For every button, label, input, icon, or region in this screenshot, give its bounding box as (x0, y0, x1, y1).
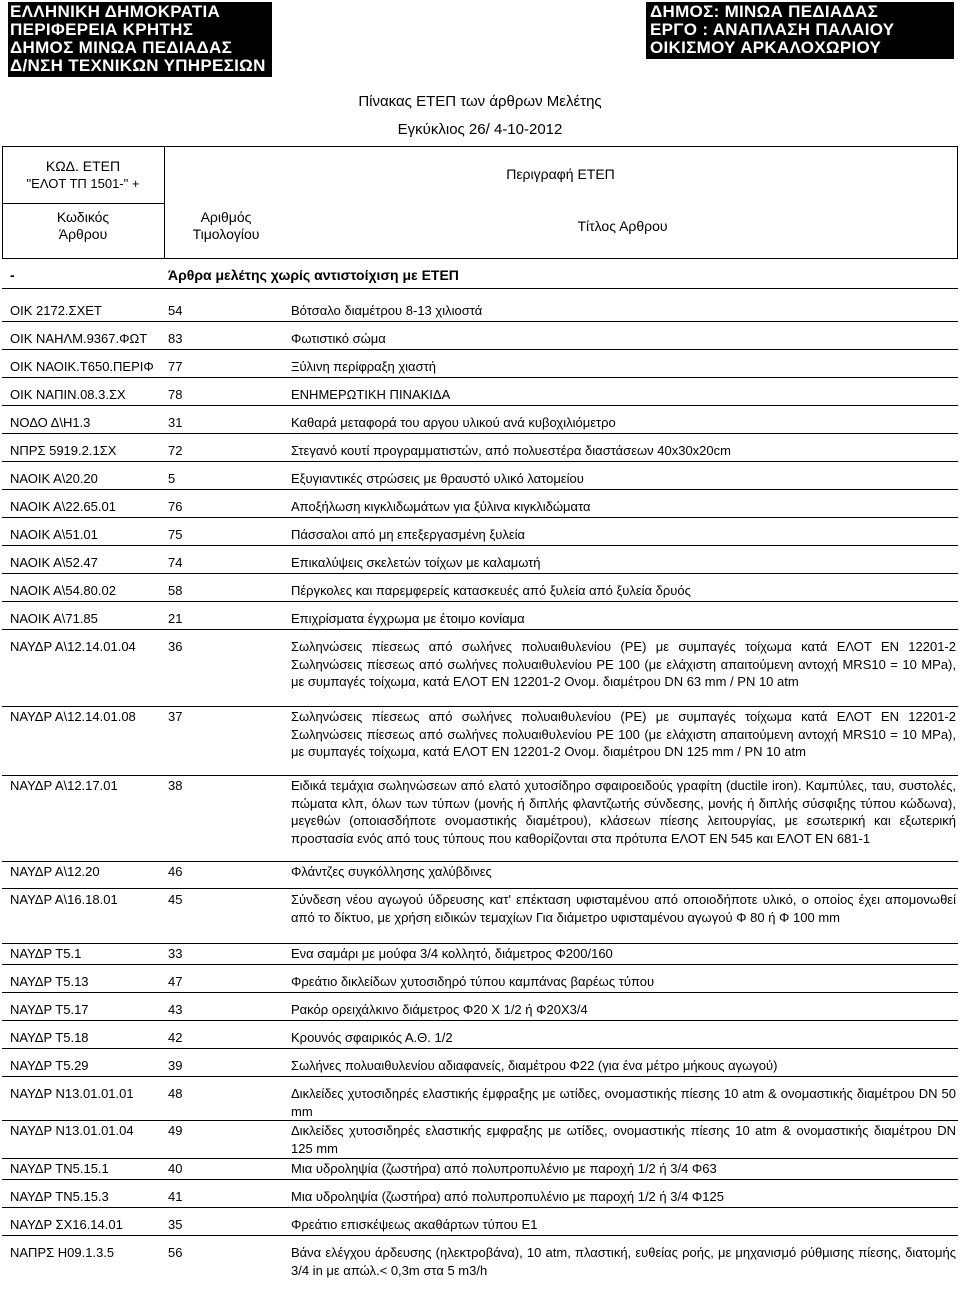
row-rule (2, 1120, 958, 1121)
article-title: Βάνα ελέγχου άρδευσης (ηλεκτροβάνα), 10 atm, πλαστική, ευθείας ροής, με μηχανισμό ρύθμισης πίεσης, διατομής 3/4 in με απώλ.< 0,3m στα 5 m3/h (291, 1245, 956, 1278)
article-code-heading-line: Κωδικός (56, 209, 110, 225)
article-code: ΝΠΡΣ 5919.2.1ΣΧ (10, 443, 117, 458)
article-title: ΕΝΗΜΕΡΩΤΙΚΗ ΠΙΝΑΚΙΔΑ (291, 387, 451, 402)
article-code-heading (2, 209, 164, 243)
row-rule (2, 321, 958, 322)
article-code: ΝΑΥΔΡ ΤΝ5.15.3 (10, 1189, 109, 1204)
article-title: Στεγανό κουτί προγραμματιστών, από πολυεστέρα διαστάσεων 40x30x20cm (291, 443, 731, 458)
article-title: Φρεάτιο επισκέψεως ακαθάρτων τύπου Ε1 (291, 1217, 538, 1232)
row-rule (2, 601, 958, 602)
price-number-heading-line: Τιμολογίου (192, 226, 260, 242)
article-title: Βότσαλο διαμέτρου 8-13 χιλιοστά (291, 303, 483, 318)
article-code: ΟΙΚ ΝΑΠΙΝ.08.3.ΣΧ (10, 387, 126, 402)
price-number: 56 (168, 1245, 183, 1260)
row-rule (2, 349, 958, 350)
article-code: ΝΑΟΙΚ Α\51.01 (10, 527, 98, 542)
price-number: 5 (168, 471, 176, 486)
price-number: 42 (168, 1030, 183, 1045)
article-code: ΝΑΟΙΚ Α\71.85 (10, 611, 98, 626)
issuer-line: Δ/ΝΣΗ ΤΕΧΝΙΚΩΝ ΥΠΗΡΕΣΙΩΝ (10, 56, 266, 75)
article-title: Ρακόρ ορειχάλκινο διάμετρος Φ20 Χ 1/2 ή Φ20Χ3/4 (291, 1002, 588, 1017)
article-code: ΟΙΚ ΝΑΗΛΜ.9367.ΦΩΤ (10, 331, 148, 346)
price-number: 72 (168, 443, 183, 458)
row-rule (2, 461, 958, 462)
row-rule (2, 1158, 958, 1159)
price-number: 33 (168, 946, 183, 961)
price-number: 49 (168, 1123, 183, 1138)
row-rule (2, 1048, 958, 1049)
article-title: Σωληνώσεις πίεσεως από σωλήνες πολυαιθυλενίου (PE) με συμπαγές τοίχωμα κατά ΕΛΟΤ ΕΝ 12201-2 Σωληνώσεις πίεσεως από σωλήνες πολυαιθυλενίου PE 100 (με ελάχιστη απαιτούμενη αντοχή MRS10 = 10 MPa), με συμπαγές τοίχωμα, κατά ΕΛΟΤ ΕΝ 12201-2 Ονομ. διαμέτρου DN 63 mm / PN 10 atm (291, 639, 956, 689)
article-title: Σωλήνες πολυαιθυλενίου αδιαφανείς, διαμέτρου Φ22 (για ένα μέτρο μήκους αγωγού) (291, 1058, 778, 1073)
article-title: Μια υδροληψία (ζωστήρα) από πολυπροπυλένιο με παροχή 1/2 ή 3/4 Φ63 (291, 1161, 717, 1176)
row-rule (2, 1207, 958, 1208)
article-title: Μια υδροληψία (ζωστήρα) από πολυπροπυλένιο με παροχή 1/2 ή 3/4 Φ125 (291, 1189, 724, 1204)
price-number: 83 (168, 331, 183, 346)
document-subtitle: Εγκύκλιος 26/ 4-10-2012 (397, 121, 563, 138)
header-rule-mid (2, 203, 164, 204)
article-code: ΝΑΥΔΡ Α\12.20 (10, 864, 100, 879)
section-code: - (10, 267, 15, 283)
row-rule (2, 377, 958, 378)
project-line: ΕΡΓΟ : ΑΝΑΠΛΑΣΗ ΠΑΛΑΙΟΥ (650, 20, 895, 39)
price-number: 77 (168, 359, 183, 374)
article-title: Σύνδεση νέου αγωγού ύδρευσης κατ' επέκταση υφισταμένου από οποιοδήποτε υλικό, ο οποίος έχει απομονωθεί από το δίκτυο, με χρήση ειδικών τεμαχίων Για διάμετρο υφισταμένου αγωγού Φ 80 ή Φ 100 mm (291, 892, 956, 925)
article-code: ΝΑΟΙΚ Α\54.80.02 (10, 583, 116, 598)
row-rule (2, 706, 958, 707)
article-title: Σωληνώσεις πίεσεως από σωλήνες πολυαιθυλενίου (PE) με συμπαγές τοίχωμα κατά ΕΛΟΤ ΕΝ 12201-2 Σωληνώσεις πίεσεως από σωλήνες πολυαιθυλενίου PE 100 (με ελάχιστη απαιτούμενη αντοχή MRS10 = 10 MPa), με συμπαγές τοίχωμα, κατά ΕΛΟΤ ΕΝ 12201-2 Ονομ. διαμέτρου DN 125 mm / PN 10 atm (291, 709, 956, 759)
price-number: 46 (168, 864, 183, 879)
price-number: 78 (168, 387, 183, 402)
project-line: ΔΗΜΟΣ: ΜΙΝΩΑ ΠΕΔΙΑΔΑΣ (650, 2, 879, 21)
row-rule (2, 405, 958, 406)
price-number: 36 (168, 639, 183, 654)
project-line: ΟΙΚΙΣΜΟΥ ΑΡΚΑΛΟΧΩΡΙΟΥ (650, 38, 882, 57)
article-code: ΝΑΥΔΡ Τ5.18 (10, 1030, 89, 1045)
etep-code-heading-line: "ΕΛΟΤ ΤΠ 1501-" + (26, 176, 140, 191)
row-rule (2, 1020, 958, 1021)
article-code: ΝΑΥΔΡ Τ5.29 (10, 1058, 89, 1073)
price-number: 74 (168, 555, 183, 570)
article-code: ΝΑΟΙΚ Α\52.47 (10, 555, 98, 570)
article-title: Ενα σαμάρι με μούφα 3/4 κολλητό, διάμετρος Φ200/160 (291, 946, 613, 961)
row-rule (2, 1179, 958, 1180)
article-code: ΝΑΥΔΡ ΣΧ16.14.01 (10, 1217, 123, 1232)
price-number: 37 (168, 709, 183, 724)
row-rule (2, 992, 958, 993)
row-rule (2, 573, 958, 574)
price-number: 48 (168, 1086, 183, 1101)
article-code: ΝΟΔΟ Δ\Η1.3 (10, 415, 91, 430)
article-code: ΝΑΥΔΡ Α\12.14.01.04 (10, 639, 136, 654)
article-title: Πάσσαλοι από μη επεξεργασμένη ξυλεία (291, 527, 526, 542)
article-code: ΝΑΥΔΡ Α\12.14.01.08 (10, 709, 136, 724)
price-number: 45 (168, 892, 183, 907)
article-code: ΝΑΥΔΡ Τ5.1 (10, 946, 82, 961)
article-title: Ειδικά τεμάχια σωληνώσεων από ελατό χυτοσίδηρο σφαιροειδούς γραφίτη (ductile iron). Καμπύλες, ταυ, συστολές, πώματα κλπ, όλων των τύπων (μονής ή διπλής φλαντζωτής σύνδεσης, μονής ή διπλής σύσφιξης τύπου κώδωνα), μεγεθών (οποιασδήποτε ονομαστικής διαμέτρου), κλάσεων πίεσης λειτουργίας, με εσωτερική και εξωτερική προστασία ενός από τους τύπους που καθορίζονται στα πρότυπα ΕΛΟΤ ΕΝ 545 και ΕΛΟΤ ΕΝ 681-1 (291, 778, 956, 846)
project-header (646, 2, 954, 59)
etep-code-heading (2, 158, 164, 192)
row-rule (2, 861, 958, 862)
article-title: Επιχρίσματα έγχρωμα με έτοιμο κονίαμα (291, 611, 525, 626)
price-number: 47 (168, 974, 183, 989)
price-number: 76 (168, 499, 183, 514)
row-rule (2, 943, 958, 944)
section-label: Άρθρα μελέτης χωρίς αντιστοίχιση με ΕΤΕΠ (168, 267, 459, 283)
row-rule (2, 775, 958, 776)
price-number: 75 (168, 527, 183, 542)
price-number: 31 (168, 415, 183, 430)
header-rule-top (2, 146, 958, 147)
etep-description-heading: Περιγραφή ΕΤΕΠ (506, 166, 615, 182)
article-title: Επικαλύψεις σκελετών τοίχων με καλαμωτή (291, 555, 541, 570)
price-number: 21 (168, 611, 183, 626)
article-title-heading: Τίτλος Αρθρου (577, 218, 668, 234)
issuer-header (8, 2, 272, 77)
article-code: ΝΑΠΡΣ Η09.1.3.5 (10, 1245, 115, 1260)
row-rule (2, 489, 958, 490)
price-number: 35 (168, 1217, 183, 1232)
article-code: ΝΑΥΔΡ Ν13.01.01.01 (10, 1086, 134, 1101)
price-number: 39 (168, 1058, 183, 1073)
article-title: Αποξήλωση κιγκλιδωμάτων για ξύλινα κιγκλιδώματα (291, 499, 591, 514)
article-code: ΝΑΟΙΚ Α\22.65.01 (10, 499, 116, 514)
price-number: 58 (168, 583, 183, 598)
document-title: Πίνακας ΕΤΕΠ των άρθρων Μελέτης (358, 93, 602, 110)
row-rule (2, 1235, 958, 1236)
article-code: ΝΑΥΔΡ Ν13.01.01.04 (10, 1123, 134, 1138)
article-code: ΟΙΚ ΝΑΟΙΚ.Τ650.ΠΕΡΙΦ (10, 359, 154, 374)
article-title: Φλάντζες συγκόλλησης χαλύβδινες (291, 864, 492, 879)
article-title: Ξύλινη περίφραξη χιαστή (291, 359, 436, 374)
article-code: ΝΑΥΔΡ ΤΝ5.15.1 (10, 1161, 109, 1176)
issuer-line: ΠΕΡΙΦΕΡΕΙΑ ΚΡΗΤΗΣ (10, 20, 194, 39)
article-code: ΝΑΥΔΡ Τ5.13 (10, 974, 89, 989)
row-rule (2, 545, 958, 546)
price-number: 54 (168, 303, 183, 318)
price-number: 41 (168, 1189, 183, 1204)
article-code: ΝΑΥΔΡ Α\16.18.01 (10, 892, 118, 907)
article-title: Καθαρά μεταφορά του αργου υλικού ανά κυβοχιλιόμετρο (291, 415, 616, 430)
article-title: Πέργκολες και παρεμφερείς κατασκευές από ξυλεία από ξυλεία δρυός (291, 583, 691, 598)
issuer-line: ΔΗΜΟΣ ΜΙΝΩΑ ΠΕΔΙΑΔΑΣ (10, 38, 233, 57)
article-title: Εξυγιαντικές στρώσεις με θραυστό υλικό λατομείου (291, 471, 584, 486)
row-rule (2, 1076, 958, 1077)
article-code: ΝΑΟΙΚ Α\20.20 (10, 471, 98, 486)
row-rule (2, 964, 958, 965)
article-title: Κρουνός σφαιρικός Α.Θ. 1/2 (291, 1030, 453, 1045)
header-rule-right (957, 146, 958, 259)
section-rule (2, 288, 958, 289)
article-code: ΝΑΥΔΡ Τ5.17 (10, 1002, 89, 1017)
article-title: Δικλείδες χυτοσιδηρές ελαστικής εμφραξης με ωτίδες, ονομαστικής πίεσης 10 atm & ονομαστικής διαμέτρου DN 125 mm (291, 1123, 956, 1156)
price-number-heading (164, 209, 288, 243)
price-number: 40 (168, 1161, 183, 1176)
etep-code-heading-line: ΚΩΔ. ΕΤΕΠ (45, 158, 121, 174)
row-rule (2, 517, 958, 518)
article-title: Φωτιστικό σώμα (291, 331, 386, 346)
price-number: 38 (168, 778, 183, 793)
article-title: Δικλείδες χυτοσιδηρές ελαστικής έμφραξης με ωτίδες, ονομαστικής πίεσης 10 atm & ονομαστικής διαμέτρου DN 50 mm (291, 1086, 956, 1119)
article-code-heading-line: Άρθρου (58, 226, 108, 242)
issuer-line: ΕΛΛΗΝΙΚΗ ΔΗΜΟΚΡΑΤΙΑ (10, 2, 221, 21)
price-number-heading-line: Αριθμός (200, 209, 252, 225)
article-title: Φρεάτιο δικλείδων χυτοσιδηρό τύπου καμπάνας βαρέως τύπου (291, 974, 655, 989)
row-rule (2, 888, 958, 889)
price-number: 43 (168, 1002, 183, 1017)
row-rule (2, 629, 958, 630)
header-rule-bottom (2, 258, 958, 259)
article-code: ΟΙΚ 2172.ΣΧΕΤ (10, 303, 102, 318)
article-code: ΝΑΥΔΡ Α\12.17.01 (10, 778, 118, 793)
row-rule (2, 433, 958, 434)
